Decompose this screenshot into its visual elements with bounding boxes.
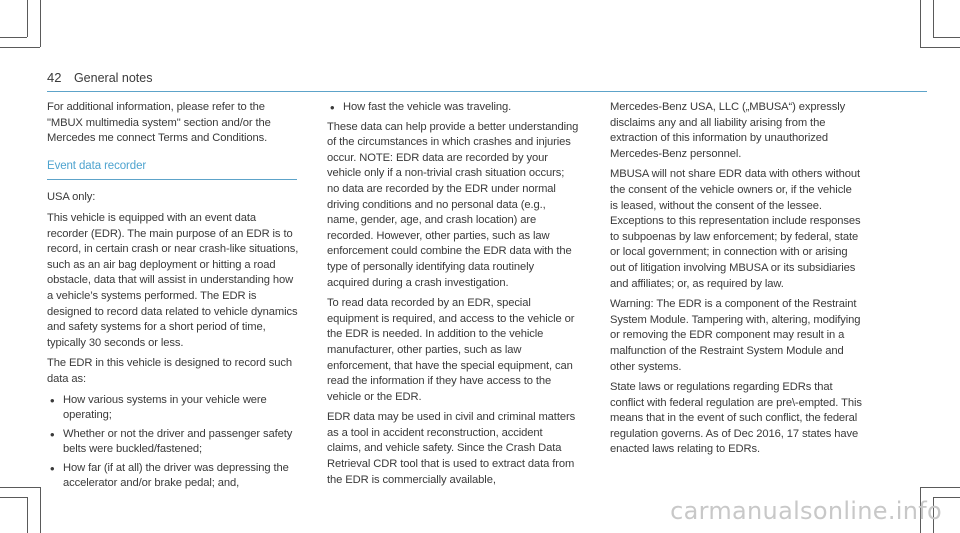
- list-item-text: How far (if at all) the driver was depressing the accelerator and/or brake pedal; and,: [63, 461, 289, 490]
- column-3: [610, 100, 862, 463]
- list-item: [47, 461, 299, 492]
- paragraph: MBUSA will not share EDR data with others without the consent of the vehicle owners or, if the vehicle is leased, without the consent of the lessee. Exceptions to this representation include responses to subpoenas by law enforcement; by federal, state or local government; in connection with or arising out of litigation involving MBUSA or its subsidiaries and affiliates; or, as required by law.: [610, 168, 861, 290]
- crop-mark: [920, 47, 960, 48]
- column-2: [327, 100, 579, 493]
- bullet-icon: •: [50, 392, 55, 408]
- section-divider: [47, 179, 297, 180]
- paragraph: The EDR in this vehicle is designed to record such data as:: [47, 357, 292, 385]
- crop-mark: [27, 497, 28, 533]
- list-item-text: How various systems in your vehicle were operating;: [63, 393, 267, 422]
- paragraph: USA only:: [47, 191, 96, 204]
- crop-mark: [40, 487, 41, 533]
- page-header: [47, 70, 152, 85]
- paragraph: EDR data may be used in civil and criminal matters as a tool in accident reconstruction, accident claims, and vehicle safety. Since the Crash Data Retrieval CDR tool that is used to extract data from the EDR is commercially available,: [327, 411, 576, 486]
- list-item: [47, 393, 299, 424]
- crop-mark: [0, 47, 40, 48]
- watermark: carmanualsonline.info: [670, 497, 942, 525]
- bullet-icon: •: [330, 100, 335, 115]
- list-item-text: How fast the vehicle was traveling.: [343, 101, 512, 113]
- page-title: General notes: [73, 71, 153, 85]
- crop-mark: [933, 37, 960, 38]
- crop-mark: [40, 0, 41, 47]
- bullet-list: [327, 100, 579, 116]
- crop-mark: [920, 0, 921, 47]
- crop-mark: [0, 497, 27, 498]
- intro-paragraph: For additional information, please refer to the "MBUX multimedia system" section and/or the Mercedes me connect Terms and Conditions.: [47, 101, 271, 145]
- crop-mark: [933, 0, 934, 37]
- paragraph: State laws or regulations regarding EDRs that conflict with federal regulation are pre\-empted. This means that in the event of such conflict, the federal regulation governs. As of Dec 2016, 17 states have enacted laws relating to EDRs.: [610, 381, 862, 456]
- paragraph: This vehicle is equipped with an event data recorder (EDR). The main purpose of an EDR is to record, in certain crash or near crash-like situations, such as an air bag deployment or hitting a road obstacle, data that will assist in understanding how a vehicle’s systems performed. The EDR is designed to record data related to vehicle dynamics and safety systems for a short period of time, typically 30 seconds or less.: [47, 211, 299, 349]
- crop-mark: [0, 487, 40, 488]
- paragraph: Warning: The EDR is a component of the Restraint System Module. Tampering with, altering, modifying or removing the EDR component may result in a malfunction of the Restraint System Module and other systems.: [610, 298, 861, 373]
- section-title: Event data recorder: [47, 159, 147, 172]
- bullet-icon: •: [50, 426, 55, 442]
- bullet-icon: •: [50, 460, 55, 476]
- list-item-text: Whether or not the driver and passenger safety belts were buckled/fastened;: [63, 427, 293, 456]
- list-item: [47, 427, 299, 458]
- paragraph: These data can help provide a better understanding of the circumstances in which crashes and injuries occur. NOTE: EDR data are recorded by your vehicle only if a non-trivial crash situation occurs; no data are recorded by the EDR under normal driving conditions and no personal data (e.g., name, gender, age, and crash location) are recorded. However, other parties, such as law enforcement could combine the EDR data with the type of personally identifying data routinely acquired during a crash investigation.: [327, 120, 579, 289]
- crop-mark: [920, 487, 960, 488]
- crop-mark: [0, 37, 27, 38]
- bullet-list: [47, 393, 299, 493]
- page-number: 42: [47, 70, 62, 85]
- header-divider: [47, 91, 927, 92]
- list-item: [327, 100, 579, 116]
- column-1: [47, 100, 299, 496]
- crop-mark: [27, 0, 28, 37]
- paragraph: To read data recorded by an EDR, special equipment is required, and access to the vehicle or the EDR is needed. In addition to the vehicle manufacturer, other parties, such as law enforcement, that have the special equipment, can read the information if they have access to the vehicle or the EDR.: [327, 297, 575, 403]
- paragraph: Mercedes-Benz USA, LLC („MBUSA“) expressly disclaims any and all liability arising from the extraction of this information by unauthorized Mercedes-Benz personnel.: [610, 101, 846, 160]
